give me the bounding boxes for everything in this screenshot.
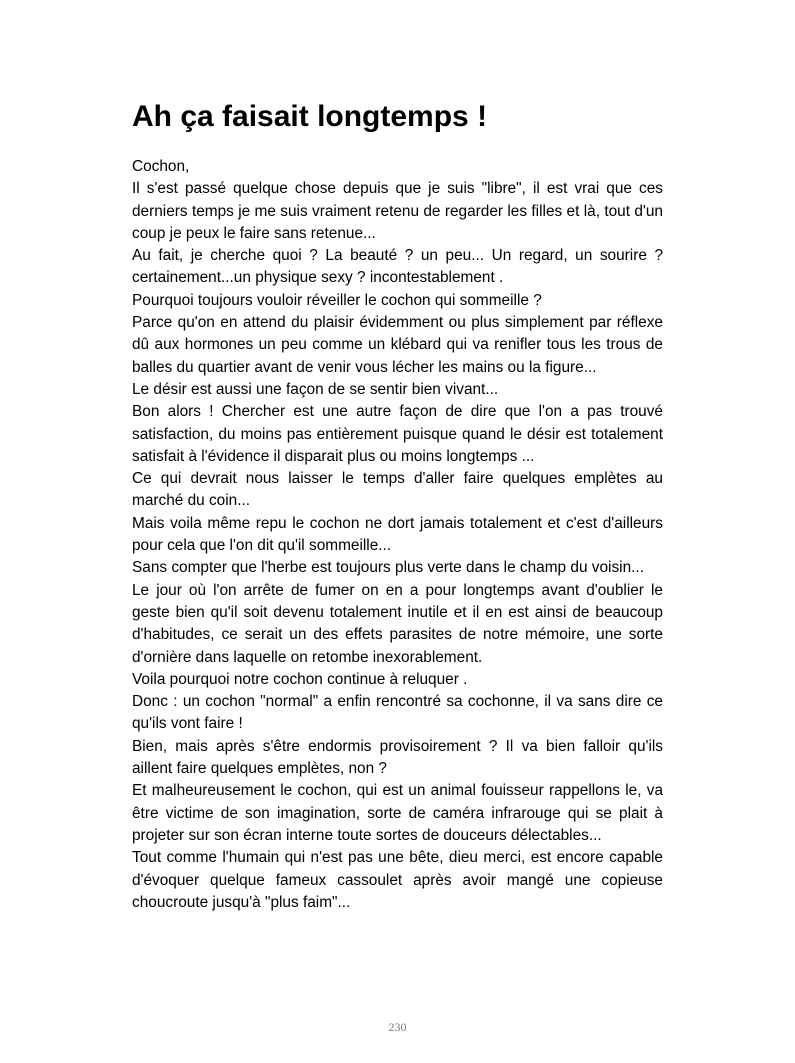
paragraph: Ce qui devrait nous laisser le temps d'aller faire quelques emplètes au marché du coin... [132, 470, 663, 510]
page-number: 230 [388, 1020, 407, 1034]
paragraph: Voila pourquoi notre cochon continue à reluquer . [132, 670, 468, 688]
paragraph: Donc : un cochon "normal" a enfin rencontré sa cochonne, il va sans dire ce qu'ils vont faire ! [132, 693, 663, 733]
paragraph: Et malheureusement le cochon, qui est un animal fouisseur rappellons le, va être victime de son imagination, sorte de caméra infrarouge qui se plait à projeter sur son écran interne toute sortes de douceurs délectables... [132, 782, 663, 844]
paragraph: Le désir est aussi une façon de se sentir bien vivant... [132, 380, 499, 398]
paragraph: Parce qu'on en attend du plaisir évidemment ou plus simplement par réflexe dû aux hormones un peu comme un klébard qui va renifler tous les trous de balles du quartier avant de venir vous lécher les mains ou la figure... [132, 314, 663, 376]
body-text [132, 156, 663, 914]
paragraph: Sans compter que l'herbe est toujours plus verte dans le champ du voisin... [132, 559, 644, 577]
paragraph: Mais voila même repu le cochon ne dort jamais totalement et c'est d'ailleurs pour cela que l'on dit qu'il sommeille... [132, 514, 663, 555]
paragraph: Cochon, [132, 158, 190, 175]
paragraph: Au fait, je cherche quoi ? La beauté ? un peu... Un regard, un sourire ? certainement...un physique sexy ? incontestablement . [132, 247, 663, 287]
paragraph: Il s'est passé quelque chose depuis que je suis "libre", il est vrai que ces derniers temps je me suis vraiment retenu de regarder les filles et là, tout d'un coup je peux le faire sans retenue... [132, 180, 663, 242]
page-title: Ah ça faisait longtemps ! [132, 100, 488, 133]
paragraph: Bon alors ! Chercher est une autre façon de dire que l'on a pas trouvé satisfaction, du moins pas entièrement puisque quand le désir est totalement satisfait à l'évidence il disparait plus ou moins longtemps ... [132, 403, 663, 465]
paragraph: Le jour où l'on arrête de fumer on en a pour longtemps avant d'oublier le geste bien qu'il soit devenu totalement inutile et il en est ainsi de beaucoup d'habitudes, ce serait un des effets parasites de notre mémoire, une sorte d'ornière dans laquelle on retombe inexorablement. [132, 581, 663, 666]
paragraph: Pourquoi toujours vouloir réveiller le cochon qui sommeille ? [132, 291, 542, 309]
paragraph: Tout comme l'humain qui n'est pas une bête, dieu merci, est encore capable d'évoquer quelque fameux cassoulet après avoir mangé une copieuse choucroute jusqu'à "plus faim"... [132, 849, 663, 911]
paragraph: Bien, mais après s'être endormis provisoirement ? Il va bien falloir qu'ils aillent faire quelques emplètes, non ? [132, 737, 663, 778]
